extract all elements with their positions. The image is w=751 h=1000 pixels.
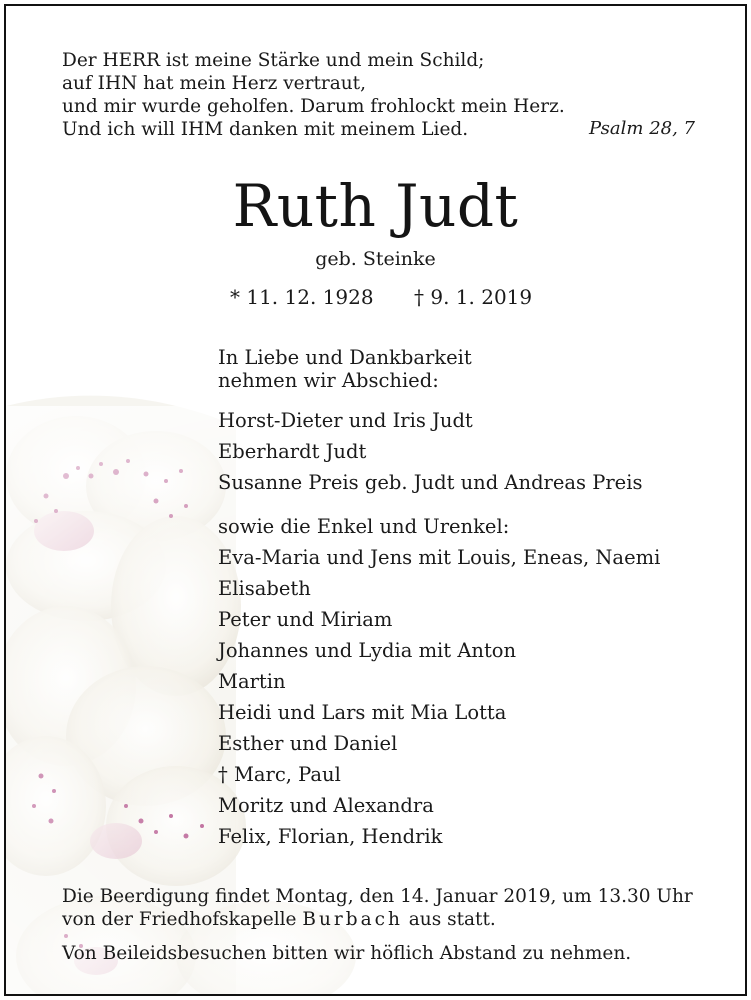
obituary-notice (4, 4, 747, 996)
grandchild-entry: Elisabeth (218, 577, 311, 600)
funeral-suffix: aus statt. (402, 909, 496, 930)
child-entry: Eberhardt Judt (218, 440, 367, 463)
psalm-line: auf IHN hat mein Herz vertraut, (62, 73, 366, 94)
grandchild-entry: Martin (218, 670, 286, 693)
psalm-line: Der HERR ist meine Stärke und mein Schild; (62, 50, 485, 71)
grandchild-entry: Heidi und Lars mit Mia Lotta (218, 701, 507, 724)
deceased-name: Ruth Judt (232, 172, 519, 240)
birth-name: geb. Steinke (315, 248, 436, 270)
funeral-info-line: Die Beerdigung findet Montag, den 14. Januar 2019, um 13.30 Uhr (62, 886, 693, 907)
grandchild-entry: Eva-Maria und Jens mit Louis, Eneas, Naemi (218, 546, 661, 569)
grandchildren-intro: sowie die Enkel und Urenkel: (218, 515, 510, 538)
psalm-reference: Psalm 28, 7 (589, 118, 695, 139)
farewell-line: In Liebe und Dankbarkeit (218, 346, 472, 369)
funeral-place: Burbach (302, 909, 403, 930)
death-date: † 9. 1. 2019 (414, 285, 533, 309)
funeral-info-line (62, 909, 496, 931)
birth-date: * 11. 12. 1928 (230, 285, 374, 309)
psalm-line: Und ich will IHM danken mit meinem Lied. (62, 119, 469, 140)
child-entry: Susanne Preis geb. Judt und Andreas Preis (218, 471, 643, 494)
funeral-prefix: von der Friedhofskapelle (62, 909, 303, 930)
grandchild-entry: Moritz und Alexandra (218, 794, 434, 817)
grandchild-entry: Peter und Miriam (218, 608, 393, 631)
grandchild-entry: Esther und Daniel (218, 732, 398, 755)
grandchild-entry: Johannes und Lydia mit Anton (218, 639, 517, 662)
condolence-note: Von Beileidsbesuchen bitten wir höflich Abstand zu nehmen. (62, 943, 632, 964)
child-entry: Horst-Dieter und Iris Judt (218, 409, 473, 432)
farewell-line: nehmen wir Abschied: (218, 369, 439, 392)
psalm-line: und mir wurde geholfen. Darum frohlockt mein Herz. (62, 96, 565, 117)
grandchild-entry: Felix, Florian, Hendrik (218, 825, 443, 848)
grandchild-entry: † Marc, Paul (218, 763, 341, 786)
